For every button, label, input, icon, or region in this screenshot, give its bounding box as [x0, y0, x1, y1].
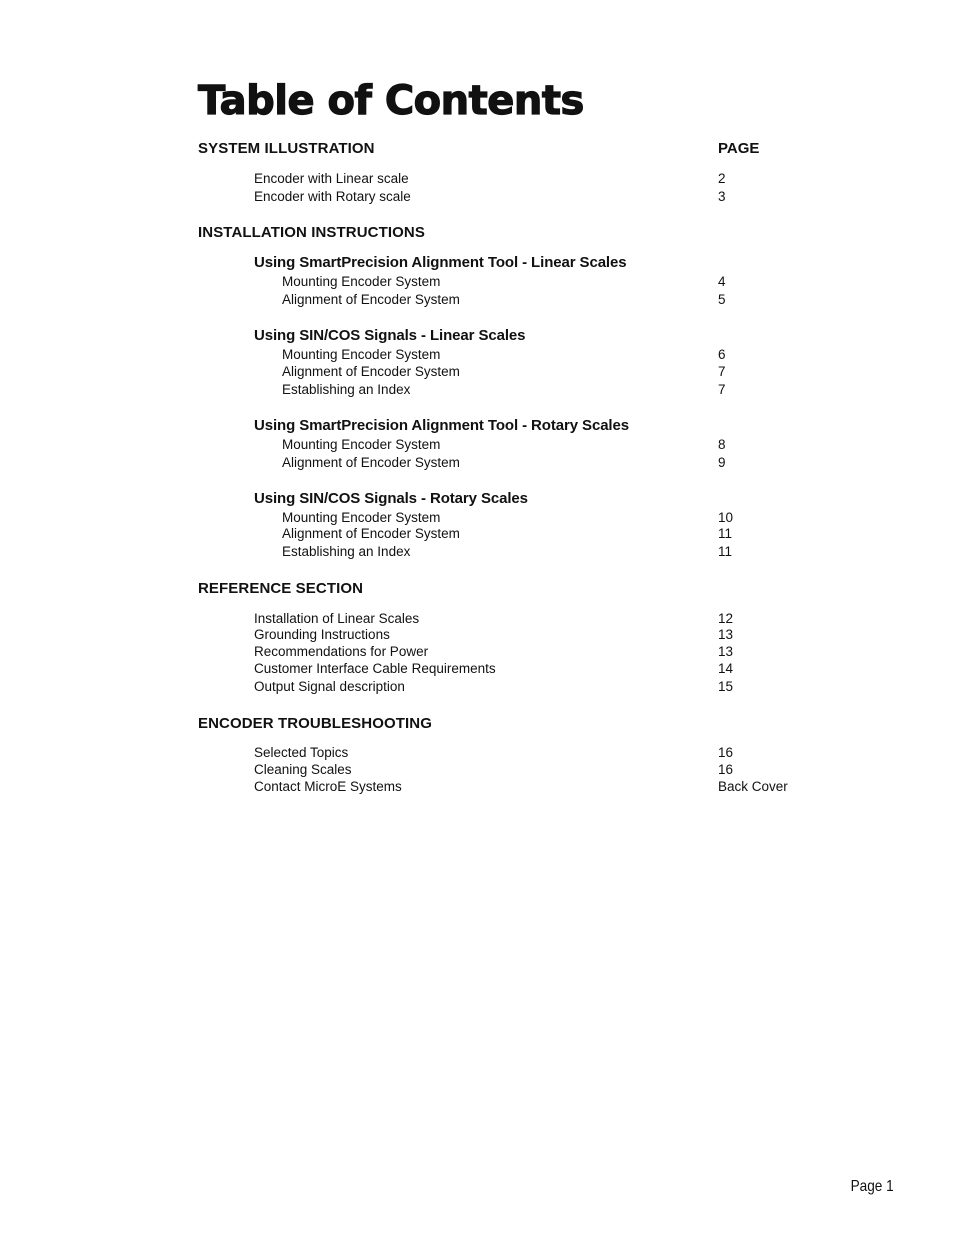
- toc-page-number: 7: [718, 364, 726, 379]
- subsection-heading: Using SmartPrecision Alignment Tool - Rotary Scales: [254, 417, 629, 434]
- toc-entry: Mounting Encoder System: [282, 510, 441, 525]
- toc-page-number: 13: [718, 644, 734, 659]
- toc-entry: Recommendations for Power: [254, 644, 429, 659]
- toc-page-number: 11: [718, 526, 733, 541]
- toc-entry: Customer Interface Cable Requirements: [254, 661, 496, 676]
- toc-page-number: 16: [718, 745, 734, 760]
- toc-page-number: 9: [718, 455, 726, 470]
- toc-entry: Alignment of Encoder System: [282, 526, 460, 541]
- toc-page-number: 12: [718, 611, 734, 626]
- subsection-heading: Using SIN/COS Signals - Linear Scales: [254, 327, 526, 344]
- page-column-header: PAGE: [718, 140, 760, 157]
- toc-page-number: 3: [718, 189, 726, 204]
- toc-entry: Cleaning Scales: [254, 762, 352, 777]
- page-number-footer: Page 1: [850, 1178, 894, 1195]
- toc-page-number: 16: [718, 762, 734, 777]
- toc-entry: Mounting Encoder System: [282, 437, 441, 452]
- toc-page-number: 4: [718, 274, 726, 289]
- toc-entry: Encoder with Rotary scale: [254, 189, 411, 204]
- section-heading: ENCODER TROUBLESHOOTING: [198, 715, 432, 732]
- section-heading: SYSTEM ILLUSTRATION: [198, 140, 375, 157]
- toc-page-number: 5: [718, 292, 726, 307]
- toc-page-number: 11: [718, 544, 733, 559]
- toc-page-number: 7: [718, 382, 726, 397]
- toc-entry: Establishing an Index: [282, 382, 411, 397]
- toc-page-number: 15: [718, 679, 734, 694]
- toc-entry: Mounting Encoder System: [282, 347, 441, 362]
- toc-entry: Encoder with Linear scale: [254, 171, 409, 186]
- toc-entry: Selected Topics: [254, 745, 349, 760]
- toc-page-number: 13: [718, 627, 734, 642]
- toc-entry: Alignment of Encoder System: [282, 292, 460, 307]
- toc-entry: Installation of Linear Scales: [254, 611, 420, 626]
- section-heading: INSTALLATION INSTRUCTIONS: [198, 224, 425, 241]
- subsection-heading: Using SIN/COS Signals - Rotary Scales: [254, 490, 528, 507]
- toc-page-number: 14: [718, 661, 734, 676]
- toc-page-number: Back Cover: [718, 779, 788, 794]
- toc-entry: Alignment of Encoder System: [282, 364, 460, 379]
- toc-entry: Contact MicroE Systems: [254, 779, 402, 794]
- toc-page-number: 6: [718, 347, 726, 362]
- toc-page-number: 2: [718, 171, 726, 186]
- toc-entry: Alignment of Encoder System: [282, 455, 460, 470]
- toc-entry: Mounting Encoder System: [282, 274, 441, 289]
- toc-entry: Establishing an Index: [282, 544, 411, 559]
- subsection-heading: Using SmartPrecision Alignment Tool - Linear Scales: [254, 254, 627, 271]
- toc-entry: Grounding Instructions: [254, 627, 390, 642]
- toc-page-number: 8: [718, 437, 726, 452]
- toc-entry: Output Signal description: [254, 679, 405, 694]
- toc-page-number: 10: [718, 510, 734, 525]
- page-title: Table of Contents: [198, 78, 584, 124]
- section-heading: REFERENCE SECTION: [198, 580, 364, 597]
